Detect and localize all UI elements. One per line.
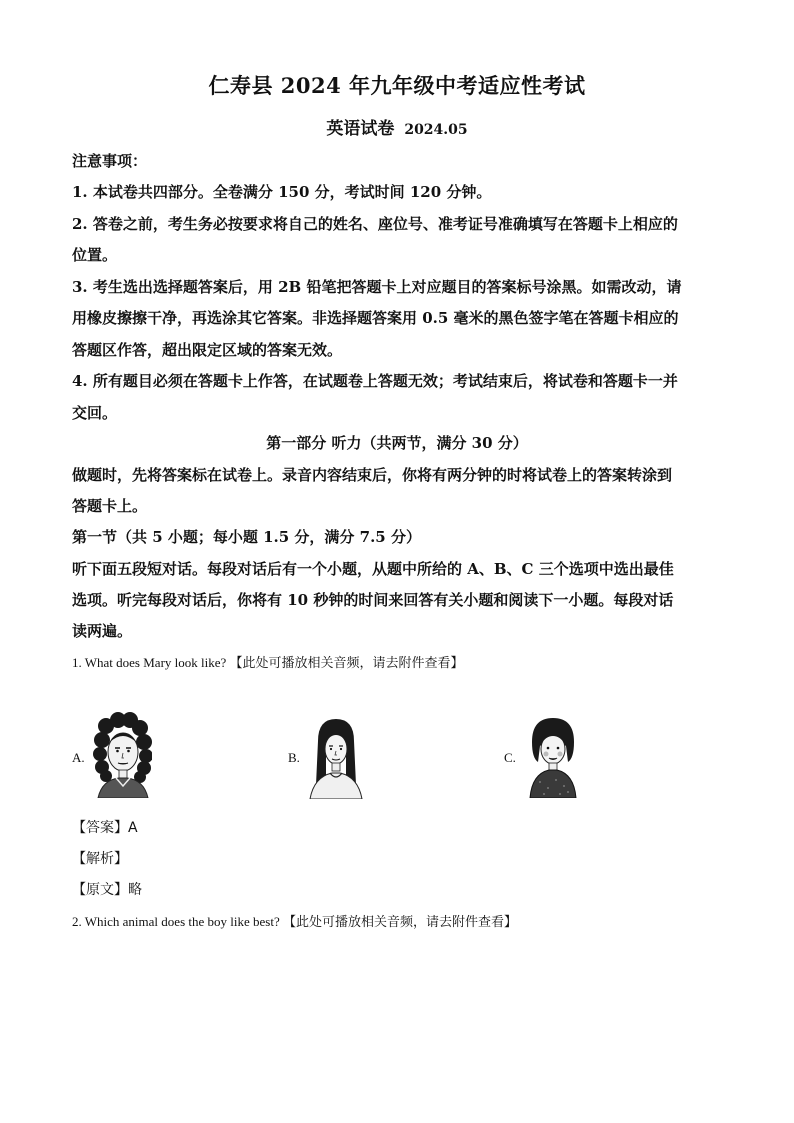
subject-label: 英语试卷	[326, 119, 395, 139]
exam-date: 2024.05	[404, 122, 468, 138]
audio-note[interactable]: 【此处可播放相关音频，请去附件查看】	[282, 915, 517, 930]
woman-curly-hair-icon	[92, 712, 152, 798]
section1-intro-line: 听下面五段短对话。每段对话后有一个小题，从题中所给的 A、B、C 三个选项中选出最佳	[72, 560, 674, 578]
notes-heading: 注意事项：	[72, 152, 148, 170]
woman-long-straight-hair-icon	[306, 715, 366, 799]
option-c-label: C.	[504, 750, 516, 765]
exam-subtitle	[0, 114, 794, 139]
question-2-text: 2. Which animal does the boy like best?	[72, 914, 280, 929]
part1-intro-line: 答题卡上。	[72, 497, 148, 515]
option-b-label: B.	[288, 750, 300, 765]
analysis-label: 【解析】	[72, 851, 128, 867]
note-line: 4. 所有题目必须在答题卡上作答，在试题卷上答题无效；考试结束后，将试卷和答题卡一并	[72, 372, 678, 390]
question-1-text: 1. What does Mary look like?	[72, 655, 227, 670]
answer-label: 【答案】A	[72, 820, 138, 836]
part1-intro-line: 做题时，先将答案标在试卷上。录音内容结束后，你将有两分钟的时将试卷上的答案转涂到	[72, 466, 673, 484]
note-line: 位置。	[72, 246, 118, 264]
section1-intro-line: 选项。听完每段对话后，你将有 10 秒钟的时间来回答有关小题和阅读下一小题。每段对话	[72, 591, 674, 609]
note-line: 交回。	[72, 404, 118, 422]
exam-title: 仁寿县 2024 年九年级中考适应性考试	[208, 73, 586, 98]
question-2	[72, 911, 517, 930]
question-1	[72, 652, 464, 671]
section1-heading: 第一节（共 5 小题；每小题 1.5 分，满分 7.5 分）	[72, 528, 421, 546]
note-line: 答题区作答，超出限定区域的答案无效。	[72, 341, 343, 359]
note-line: 3. 考生选出选择题答案后，用 2B 铅笔把答题卡上对应题目的答案标号涂黑。如需改动，请	[72, 278, 682, 296]
part1-heading: 第一部分 听力（共两节，满分 30 分）	[266, 434, 528, 452]
note-line: 1. 本试卷共四部分。全卷满分 150 分，考试时间 120 分钟。	[72, 183, 492, 201]
option-a-label: A.	[72, 750, 85, 765]
section1-intro-line: 读两遍。	[72, 622, 133, 640]
audio-note[interactable]: 【此处可播放相关音频，请去附件查看】	[229, 656, 464, 671]
note-line: 2. 答卷之前，考生务必按要求将自己的姓名、座位号、准考证号准确填写在答题卡上相应的	[72, 215, 678, 233]
original-text-label: 【原文】略	[72, 882, 142, 898]
note-line: 用橡皮擦擦干净，再选涂其它答案。非选择题答案用 0.5 毫米的黑色签字笔在答题卡相应的	[72, 309, 679, 327]
woman-short-hair-icon	[526, 716, 580, 798]
